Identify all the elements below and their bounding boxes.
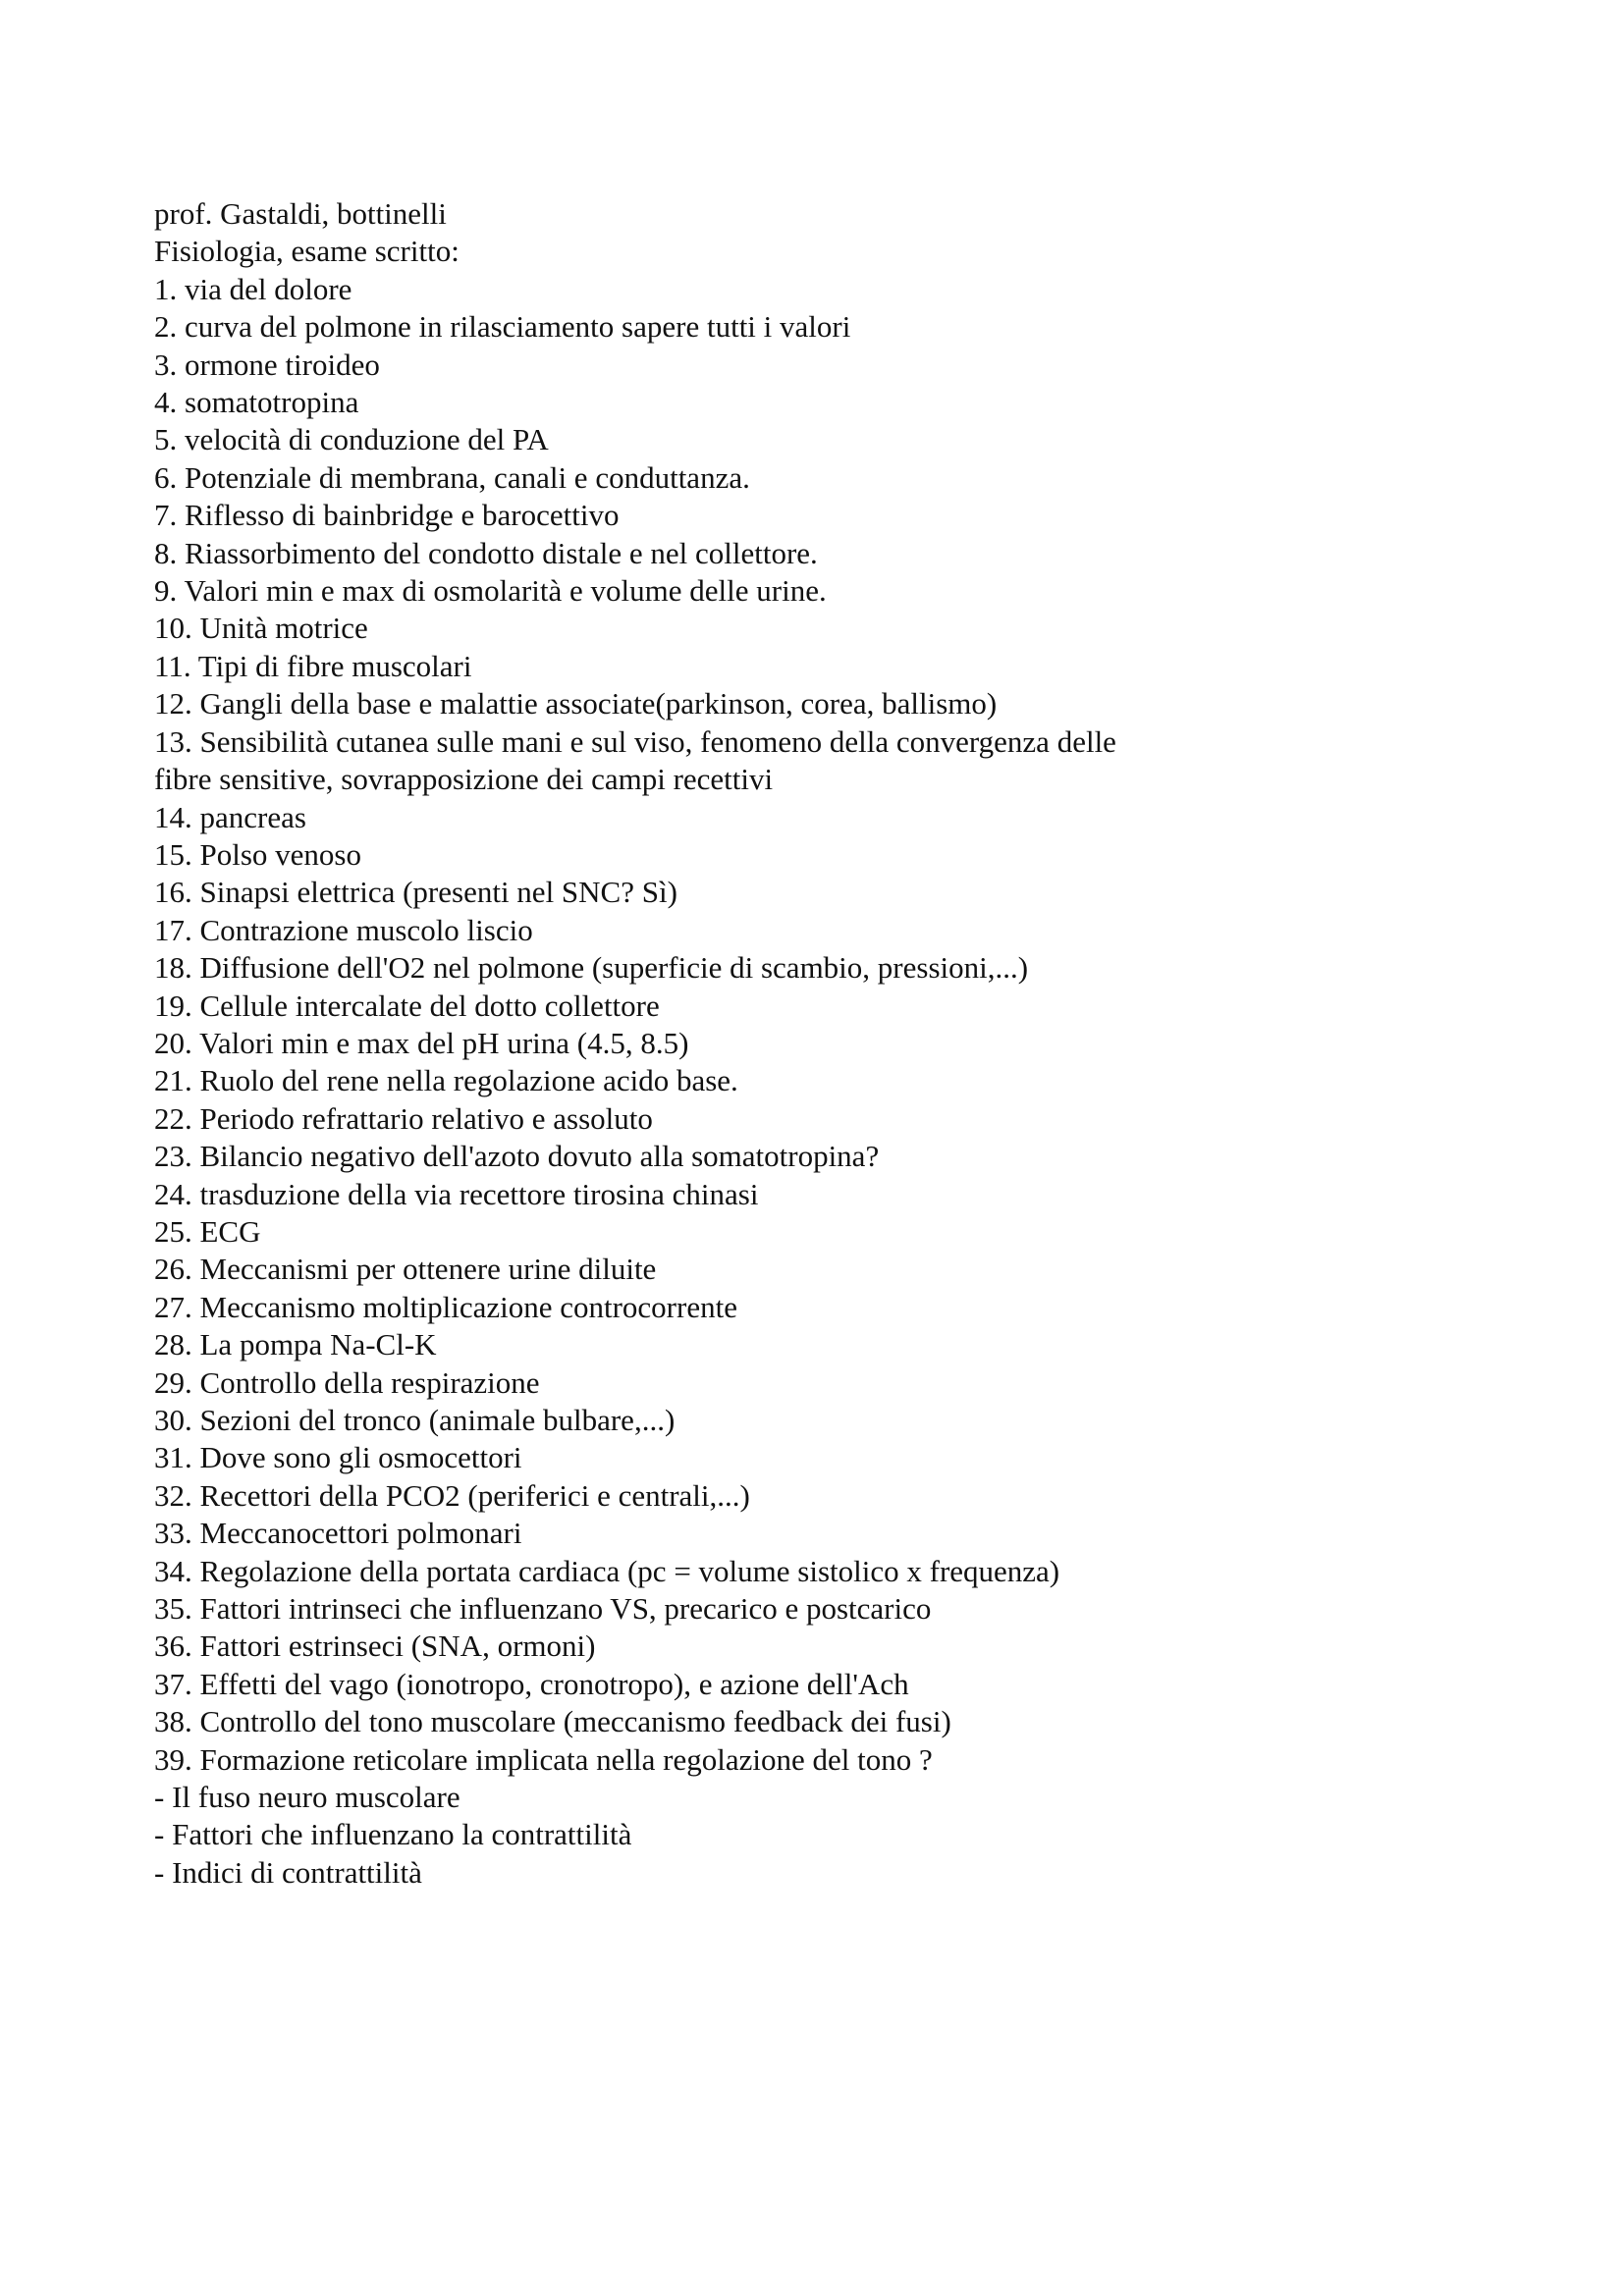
professors-line: prof. Gastaldi, bottinelli	[154, 196, 447, 231]
list-item: 31. Dove sono gli osmocettori	[154, 1440, 522, 1475]
list-item: 32. Recettori della PCO2 (periferici e centrali,...)	[154, 1477, 750, 1513]
list-item: 3. ormone tiroideo	[154, 347, 380, 382]
list-item: 17. Contrazione muscolo liscio	[154, 912, 533, 947]
list-item: 29. Controllo della respirazione	[154, 1364, 540, 1400]
list-item: 28. La pompa Na-Cl-K	[154, 1327, 437, 1362]
list-item: 10. Unità motrice	[154, 611, 368, 646]
list-item: 11. Tipi di fibre muscolari	[154, 648, 472, 683]
list-item: 24. trasduzione della via recettore tirosina chinasi	[154, 1176, 759, 1211]
list-item: 19. Cellule intercalate del dotto collettore	[154, 988, 660, 1023]
list-item: 18. Diffusione dell'O2 nel polmone (superficie di scambio, pressioni,...)	[154, 950, 1029, 986]
list-item: 5. velocità di conduzione del PA	[154, 422, 549, 457]
list-item: 39. Formazione reticolare implicata nella regolazione del tono ?	[154, 1741, 933, 1777]
document-body	[154, 195, 1489, 1892]
list-item: 27. Meccanismo moltiplicazione controcorrente	[154, 1289, 737, 1324]
bullet-item: - Indici di contrattilità	[154, 1854, 422, 1890]
list-item: 7. Riflesso di bainbridge e barocettivo	[154, 498, 620, 533]
bullet-item: - Il fuso neuro muscolare	[154, 1780, 460, 1815]
list-item: 33. Meccanocettori polmonari	[154, 1516, 522, 1551]
list-item: 20. Valori min e max del pH urina (4.5, 8.5)	[154, 1025, 689, 1060]
list-item: 26. Meccanismi per ottenere urine diluite	[154, 1252, 657, 1287]
list-item: 37. Effetti del vago (ionotropo, cronotropo), e azione dell'Ach	[154, 1666, 909, 1701]
list-item: 13. Sensibilità cutanea sulle mani e sul viso, fenomeno della convergenza delle	[154, 723, 1116, 759]
list-item: 16. Sinapsi elettrica (presenti nel SNC? Sì)	[154, 875, 677, 910]
list-item: 38. Controllo del tono muscolare (meccanismo feedback dei fusi)	[154, 1704, 951, 1739]
exam-subtitle: Fisiologia, esame scritto:	[154, 234, 460, 269]
list-item: 36. Fattori estrinseci (SNA, ormoni)	[154, 1629, 596, 1664]
list-item: 1. via del dolore	[154, 271, 352, 306]
list-item: 35. Fattori intrinseci che influenzano VS, precarico e postcarico	[154, 1591, 932, 1627]
list-item: 21. Ruolo del rene nella regolazione acido base.	[154, 1063, 738, 1098]
list-item: 30. Sezioni del tronco (animale bulbare,...)	[154, 1403, 676, 1437]
list-item: 34. Regolazione della portata cardiaca (pc = volume sistolico x frequenza)	[154, 1553, 1060, 1588]
list-item: 22. Periodo refrattario relativo e assoluto	[154, 1100, 653, 1136]
list-item: 23. Bilancio negativo dell'azoto dovuto alla somatotropina?	[154, 1139, 880, 1174]
list-item: 15. Polso venoso	[154, 836, 361, 872]
list-item: 12. Gangli della base e malattie associate(parkinson, corea, ballismo)	[154, 686, 998, 721]
list-item: 4. somatotropina	[154, 385, 359, 420]
list-item: 2. curva del polmone in rilasciamento sapere tutti i valori	[154, 309, 851, 345]
list-item: 8. Riassorbimento del condotto distale e nel collettore.	[154, 535, 818, 570]
bullet-item: - Fattori che influenzano la contrattilità	[154, 1817, 632, 1852]
list-item: 14. pancreas	[154, 799, 306, 834]
list-item: 9. Valori min e max di osmolarità e volume delle urine.	[154, 573, 827, 609]
list-item: 25. ECG	[154, 1213, 261, 1249]
list-item: 6. Potenziale di membrana, canali e conduttanza.	[154, 459, 750, 495]
list-item-continuation: fibre sensitive, sovrapposizione dei campi recettivi	[154, 762, 774, 797]
